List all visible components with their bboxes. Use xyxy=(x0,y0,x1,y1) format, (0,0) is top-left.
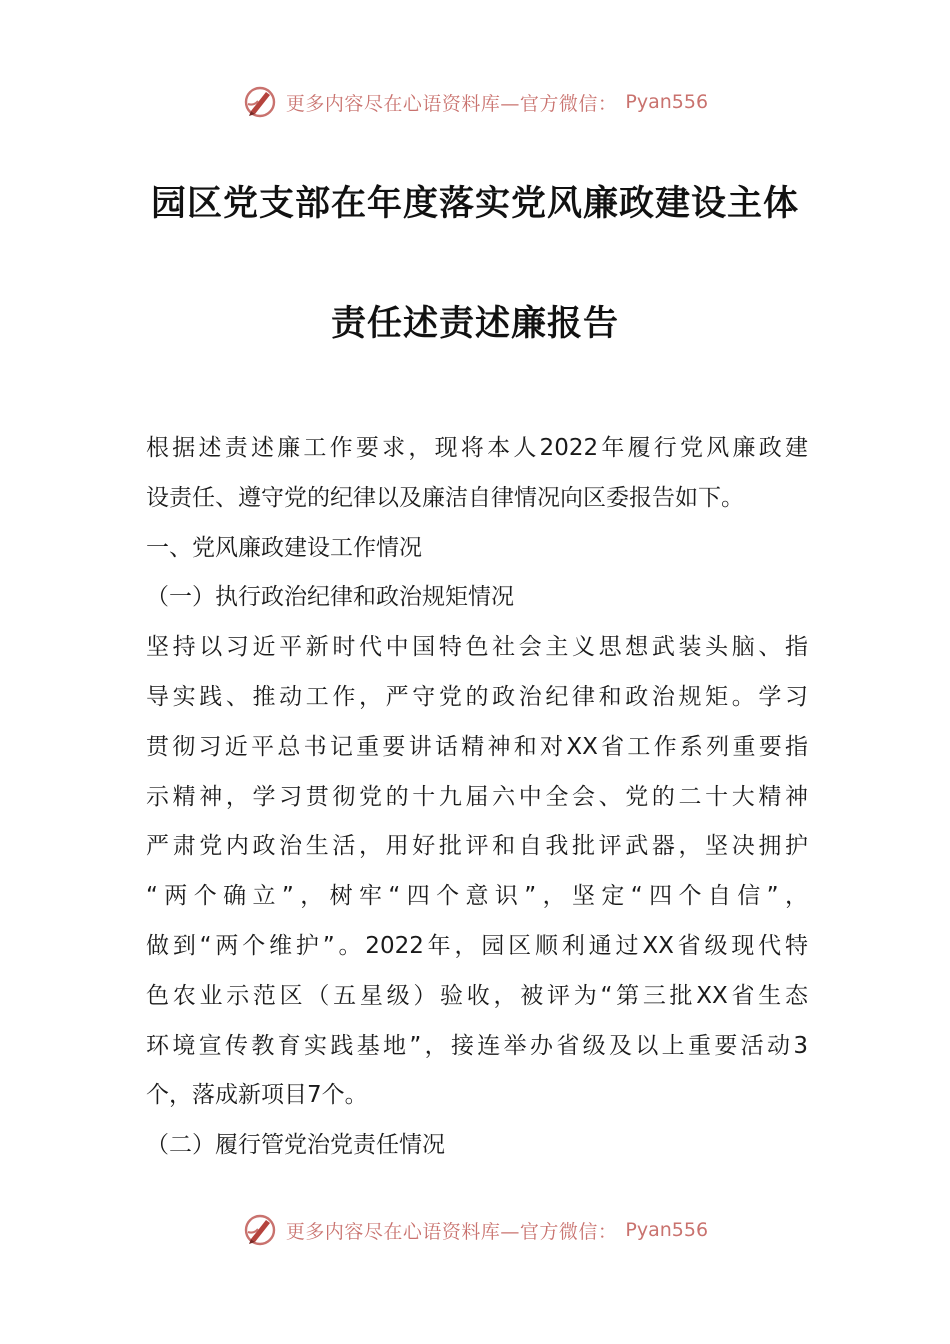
pen-logo-icon xyxy=(242,84,278,120)
header-watermark xyxy=(0,82,950,122)
text-line: 贯彻习近平总书记重要讲话精神和对XX省工作系列重要指 xyxy=(146,733,808,760)
watermark-site-text: 更多内容尽在心语资料库—官方微信： xyxy=(285,92,618,115)
text-line: （二）履行管党治党责任情况 xyxy=(146,1132,445,1159)
text-line: 设责任、遵守党的纪律以及廉洁自律情况向区委报告如下。 xyxy=(146,484,744,511)
text-line: 做到“两个维护”。2022年，园区顺利通过XX省级现代特 xyxy=(146,932,808,959)
text-line: （一）执行政治纪律和政治规矩情况 xyxy=(146,584,514,611)
footer-watermark xyxy=(0,1210,950,1250)
text-line: 一、党风廉政建设工作情况 xyxy=(146,534,422,561)
document-title-line-1: 园区党支部在年度落实党风廉政建设主体 xyxy=(150,183,799,224)
document-body xyxy=(146,424,808,1171)
watermark-wechat-id: Pyan556 xyxy=(625,91,709,113)
subsection-heading-2 xyxy=(146,1121,808,1171)
text-line: “两个确立”，树牢“四个意识”，坚定“四个自信”， xyxy=(146,883,808,910)
text-line: 坚持以习近平新时代中国特色社会主义思想武装头脑、指 xyxy=(146,634,808,661)
pen-logo-icon xyxy=(242,1212,278,1248)
text-line: 个，落成新项目7个。 xyxy=(146,1082,368,1109)
paragraph-political-discipline xyxy=(146,623,808,1121)
section-heading-1 xyxy=(146,524,808,574)
watermark-site-text: 更多内容尽在心语资料库—官方微信： xyxy=(285,1220,618,1243)
text-line: 环境宣传教育实践基地”，接连举办省级及以上重要活动3 xyxy=(146,1032,808,1059)
paragraph-intro xyxy=(146,424,808,524)
text-line: 导实践、推动工作，严守党的政治纪律和政治规矩。学习 xyxy=(146,683,808,710)
text-line: 色农业示范区（五星级）验收，被评为“第三批XX省生态 xyxy=(146,982,808,1009)
subsection-heading-1 xyxy=(146,573,808,623)
text-line: 根据述责述廉工作要求，现将本人2022年履行党风廉政建 xyxy=(146,435,808,461)
document-title-line-2: 责任述责述廉报告 xyxy=(330,303,619,344)
text-line: 严肃党内政治生活，用好批评和自我批评武器，坚决拥护 xyxy=(146,833,808,860)
text-line: 示精神，学习贯彻党的十九届六中全会、党的二十大精神 xyxy=(146,783,808,810)
watermark-wechat-id: Pyan556 xyxy=(625,1219,709,1241)
